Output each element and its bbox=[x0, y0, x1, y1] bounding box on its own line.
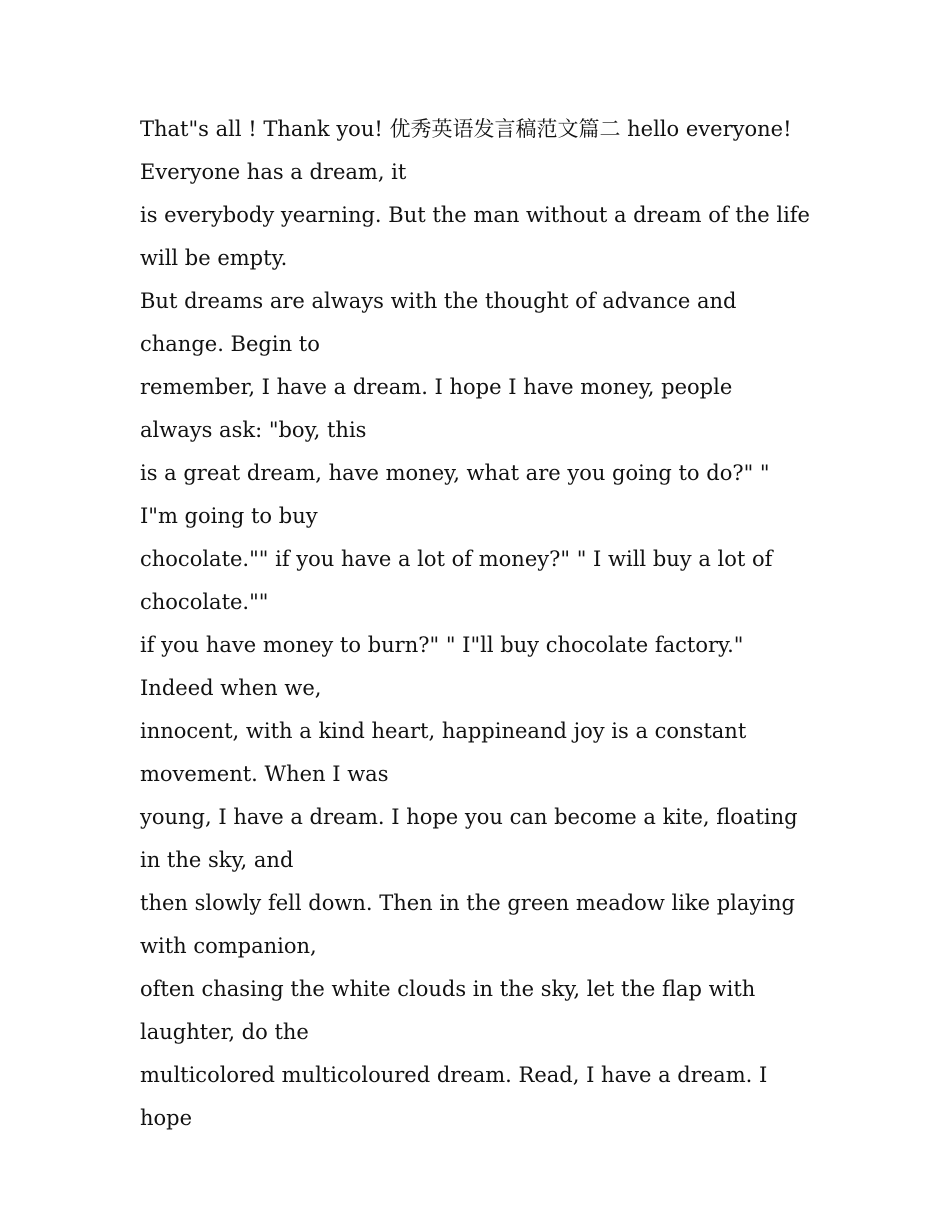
paragraph-line: multicolored multicoloured dream. Read, I have a dream. I hope bbox=[140, 1063, 768, 1130]
paragraph-line: is everybody yearning. But the man without a dream of the life will be empty. bbox=[140, 203, 810, 270]
paragraph-line: is a great dream, have money, what are you going to do?" " I"m going to buy bbox=[140, 461, 770, 528]
body-text bbox=[140, 108, 810, 1140]
paragraph-line: But dreams are always with the thought of advance and change. Begin to bbox=[140, 289, 737, 356]
paragraph-line: chocolate."" if you have a lot of money?" " I will buy a lot of chocolate."" bbox=[140, 547, 773, 614]
paragraph-line: often chasing the white clouds in the sky, let the flap with laughter, do the bbox=[140, 977, 756, 1044]
paragraph-line: That"s all ! Thank you! 优秀英语发言稿范文篇二 hello everyone! Everyone has a dream, it bbox=[140, 117, 792, 184]
paragraph-line: if you have money to burn?" " I"ll buy chocolate factory." Indeed when we, bbox=[140, 633, 744, 700]
paragraph-line: young, I have a dream. I hope you can become a kite, floating in the sky, and bbox=[140, 805, 798, 872]
paragraph-line: remember, I have a dream. I hope I have money, people always ask: "boy, this bbox=[140, 375, 733, 442]
paragraph-line: then slowly fell down. Then in the green meadow like playing with companion, bbox=[140, 891, 795, 958]
paragraph-line: innocent, with a kind heart, happineand joy is a constant movement. When I was bbox=[140, 719, 747, 786]
